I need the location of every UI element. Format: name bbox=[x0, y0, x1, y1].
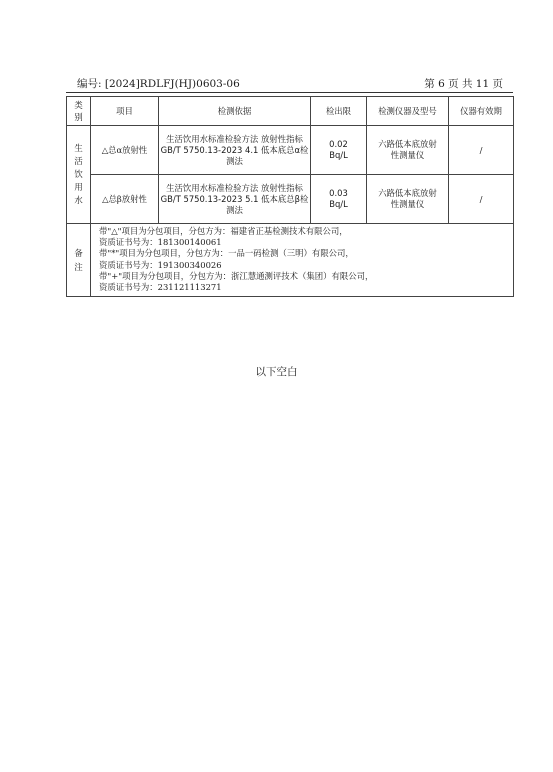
method-standard-name: 生活饮用水标准检验方法 放射性指标 bbox=[166, 182, 303, 193]
page-number: 第 6 页 共 11 页 bbox=[424, 78, 503, 90]
validity-cell: / bbox=[449, 126, 514, 175]
blank-below-notice: 以下空白 bbox=[255, 366, 298, 378]
method-cell bbox=[159, 126, 311, 175]
detection-limit-cell: 0.03 Bq/L bbox=[311, 175, 367, 224]
notes-row bbox=[67, 224, 514, 297]
note-line: 资质证书号为：191300340026 bbox=[99, 259, 222, 270]
column-header-validity: 仪器有效期 bbox=[449, 97, 514, 126]
notes-cell bbox=[91, 224, 514, 297]
method-cell bbox=[159, 175, 311, 224]
note-line: 带"△"项目为分包项目，分包方为：福建省正基检测技术有限公司， bbox=[99, 226, 348, 236]
instrument-cell: 六路低本底放射性测量仪 bbox=[367, 175, 449, 224]
header-divider bbox=[66, 92, 513, 93]
detection-limit-cell: 0.02 Bq/L bbox=[311, 126, 367, 175]
validity-cell: / bbox=[449, 175, 514, 224]
table-row bbox=[67, 175, 514, 224]
test-method-table bbox=[66, 96, 514, 297]
document-number: 编号: [2024]RDLFJ(HJ)0603-06 bbox=[77, 76, 240, 93]
table-header-row bbox=[67, 97, 514, 126]
note-line: 带"*"项目为分包项目，分包方为：一品一码检测（三明）有限公司， bbox=[99, 248, 354, 259]
instrument-cell: 六路低本底放射性测量仪 bbox=[367, 126, 449, 175]
notes-label: 备注 bbox=[67, 224, 91, 297]
column-header-method: 检测依据 bbox=[159, 97, 311, 126]
column-header-category: 类别 bbox=[67, 97, 91, 126]
page-header bbox=[77, 76, 503, 90]
item-cell: △总β放射性 bbox=[91, 175, 159, 224]
table-row bbox=[67, 126, 514, 175]
method-standard-code: GB/T 5750.13-2023 4.1 低本底总α检测法 bbox=[160, 144, 309, 166]
method-standard-code: GB/T 5750.13-2023 5.1 低本底总β检测法 bbox=[160, 193, 309, 215]
note-line: 资质证书号为：181300140061 bbox=[99, 237, 222, 248]
column-header-item: 项目 bbox=[91, 97, 159, 126]
note-line: 资质证书号为：231121113271 bbox=[99, 282, 222, 293]
column-header-instrument: 检测仪器及型号 bbox=[367, 97, 449, 126]
method-standard-name: 生活饮用水标准检验方法 放射性指标 bbox=[166, 133, 303, 144]
column-header-limit: 检出限 bbox=[311, 97, 367, 126]
item-cell: △总α放射性 bbox=[91, 126, 159, 175]
note-line: 带"+"项目为分包项目，分包方为：浙江慧通测评技术（集团）有限公司， bbox=[99, 270, 374, 281]
category-cell: 生活饮用水 bbox=[67, 126, 91, 224]
